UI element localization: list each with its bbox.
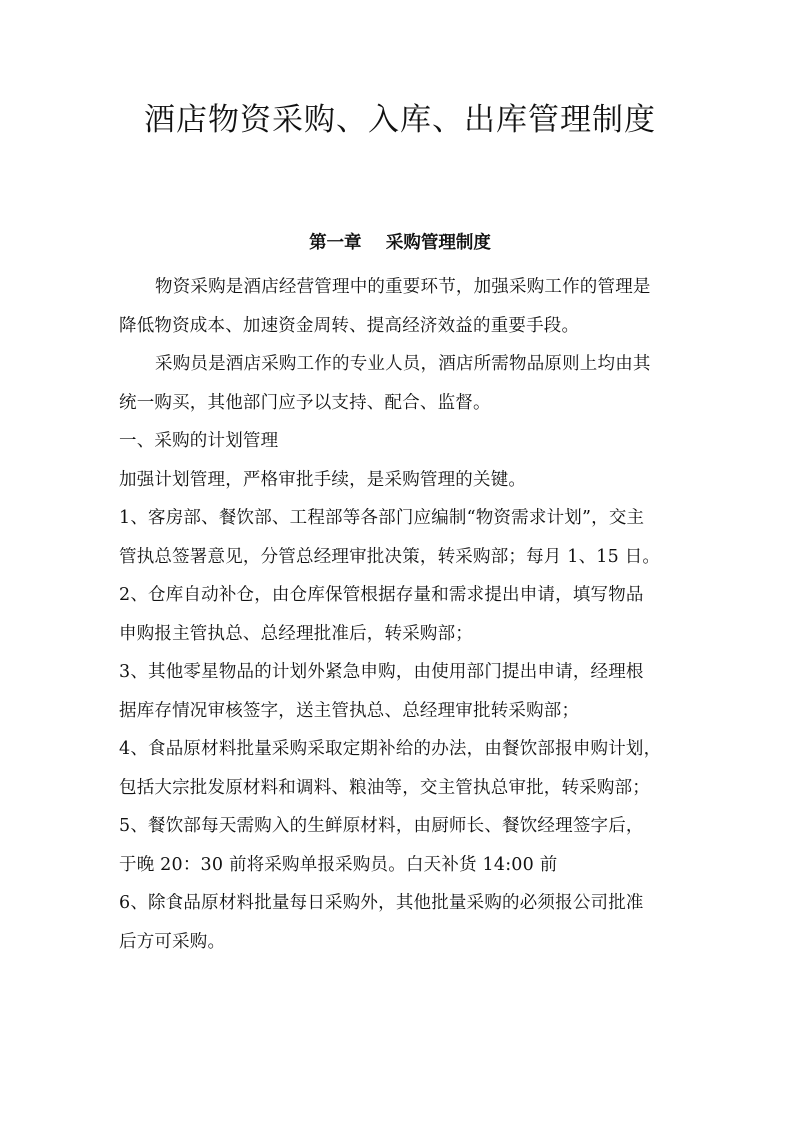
list-item-line: 6、除食品原材料批量每日采购外，其他批量采购的必须报公司批准 [119, 893, 644, 913]
paragraph-line: 统一购买，其他部门应予以支持、配合、监督。 [119, 392, 491, 413]
list-item-line: 管执总签署意见，分管总经理审批决策，转采购部；每月 1、15 日。 [119, 546, 661, 567]
document-body [119, 268, 684, 961]
list-item-line: 于晚 20：30 前将采购单报采购员。白天补货 14:00 前 [119, 854, 558, 875]
list-item-line: 3、其他零星物品的计划外紧急申购，由使用部门提出申请，经理根 [119, 662, 644, 682]
paragraph-line: 采购员是酒店采购工作的专业人员，酒店所需物品原则上均由其 [155, 354, 651, 374]
paragraph-line: 物资采购是酒店经营管理中的重要环节，加强采购工作的管理是 [155, 277, 651, 297]
paragraph-line: 降低物资成本、加速资金周转、提高经济效益的重要手段。 [119, 315, 580, 336]
list-item-line: 2、仓库自动补仓，由仓库保管根据存量和需求提出申请，填写物品 [119, 585, 644, 605]
list-item-line: 1、客房部、餐饮部、工程部等各部门应编制“物资需求计划”，交主 [119, 508, 645, 528]
section-heading: 一、采购的计划管理 [119, 431, 279, 451]
list-item-line: 5、餐饮部每天需购入的生鲜原材料，由厨师长、餐饮经理签字后， [119, 816, 644, 836]
paragraph-line: 加强计划管理，严格审批手续，是采购管理的关键。 [119, 469, 527, 490]
list-item-line: 后方可采购。 [119, 931, 226, 952]
list-item-line: 据库存情况审核签字，送主管执总、总经理审批转采购部； [119, 700, 580, 721]
chapter-title: 第一章 采购管理制度 [309, 233, 491, 253]
document-title: 酒店物资采购、入库、出库管理制度 [144, 102, 656, 138]
list-item-line: 4、食品原材料批量采购采取定期补给的办法，由餐饮部报申购计划， [119, 739, 662, 759]
list-item-line: 申购报主管执总、总经理批准后，转采购部； [119, 623, 473, 644]
list-item-line: 包括大宗批发原材料和调料、粮油等，交主管执总审批，转采购部； [119, 777, 650, 798]
